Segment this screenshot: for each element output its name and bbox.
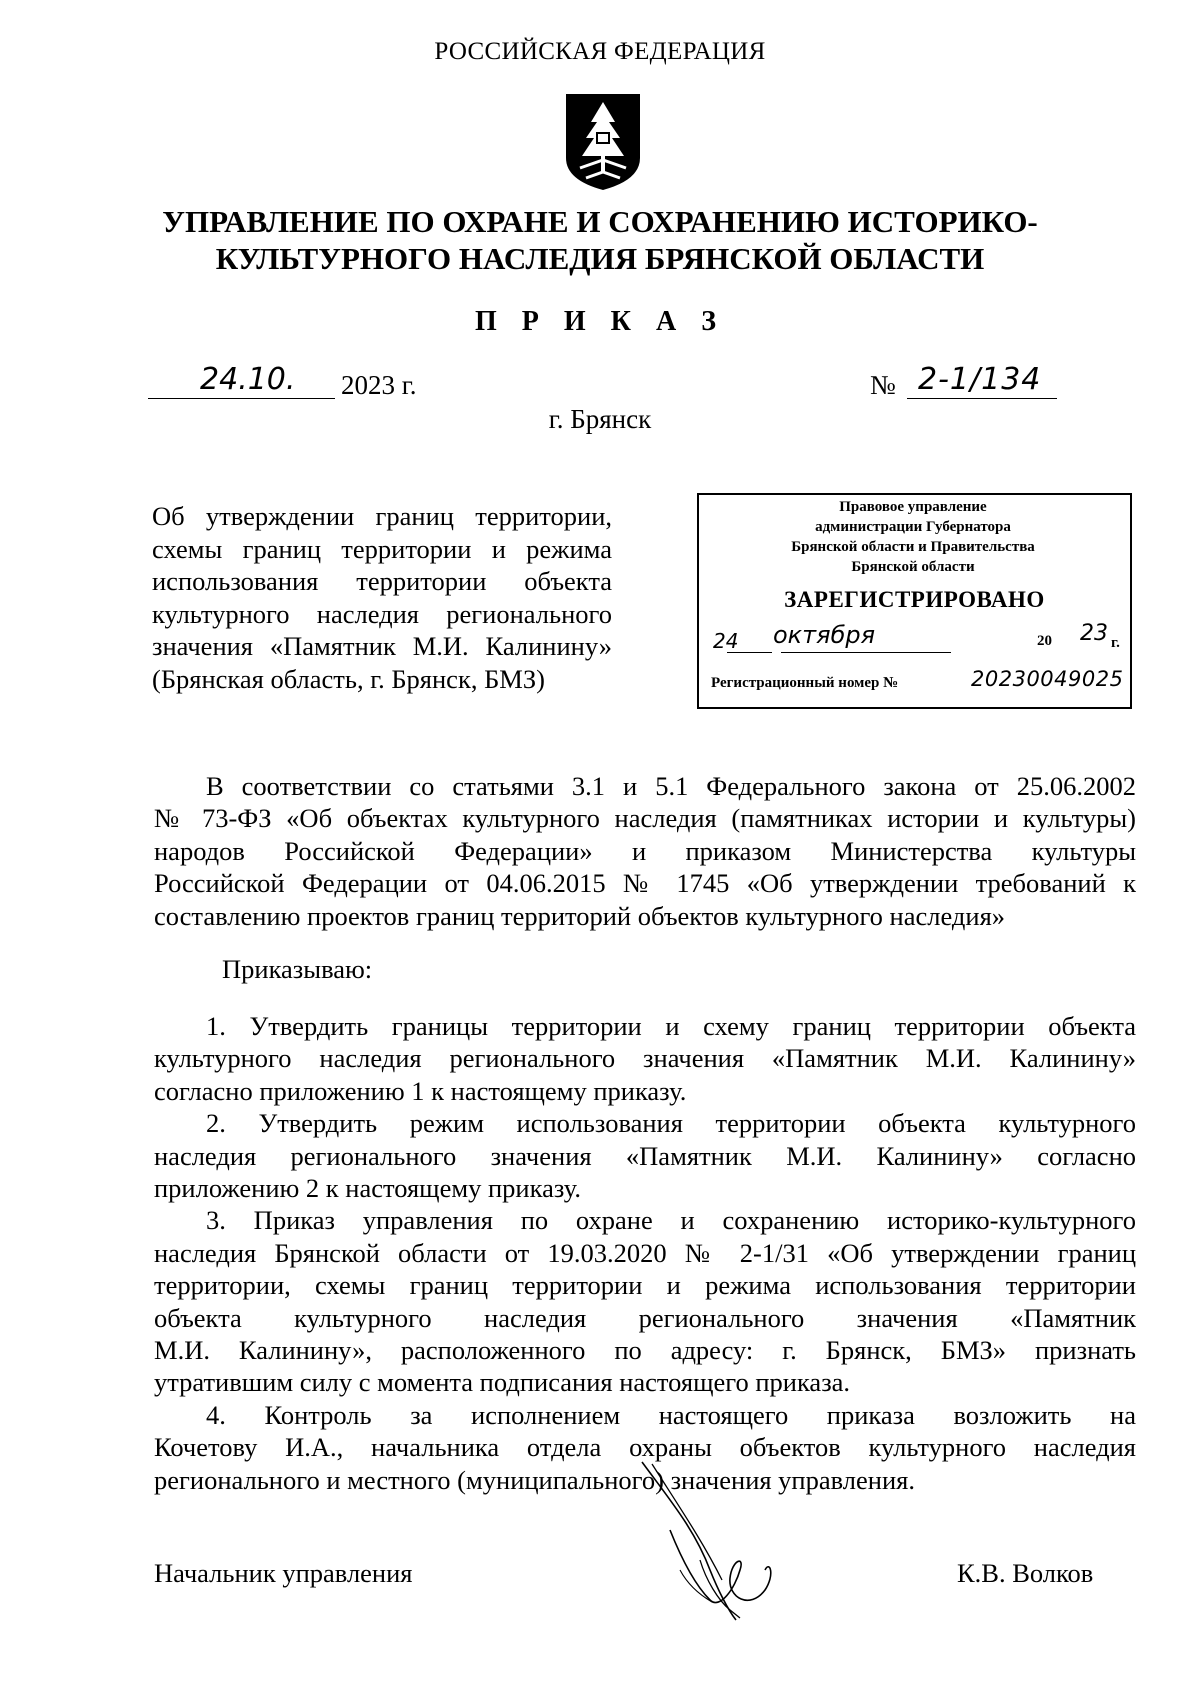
country-name: РОССИЙСКАЯ ФЕДЕРАЦИЯ (434, 38, 766, 65)
stamp-reg-number-label: Регистрационный номер № (711, 675, 899, 691)
stamp-year-suffix: г. (1111, 635, 1120, 651)
date-handwritten: 24.10. (200, 362, 296, 397)
stamp-day-handwritten: 24 (713, 629, 739, 653)
date-underline (148, 398, 335, 399)
item-line: наследия регионального значения «Памятник М.И. Калинину» согласно (154, 1140, 1136, 1171)
organization-title-line-2: КУЛЬТУРНОГО НАСЛЕДИЯ БРЯНСКОЙ ОБЛАСТИ (215, 241, 985, 276)
subject-line: значения «Памятник М.И. Калинину» (152, 631, 612, 661)
date-year: 2023 г. (341, 370, 417, 400)
stamp-month-handwritten: октября (773, 621, 876, 649)
stamp-reg-number-handwritten: 20230049025 (971, 667, 1124, 691)
preamble-line: № 73-ФЗ «Об объектах культурного наследия (памятниках истории и культуры) (154, 803, 1136, 834)
preamble-line: составлению проектов границ территорий объектов культурного наследия» (154, 900, 1006, 931)
item-line: согласно приложению 1 к настоящему приказу. (154, 1075, 687, 1106)
stamp-year-prefix: 20 (1037, 633, 1052, 649)
item-line: 1. Утвердить границы территории и схему границ территории объекта (206, 1011, 1136, 1041)
handwritten-signature-icon (640, 1460, 815, 1625)
item-line: М.И. Калинину», расположенного по адресу: г. Брянск, БМЗ» признать (154, 1335, 1136, 1366)
order-items (154, 1010, 1136, 1496)
subject-line: (Брянская область, г. Брянск, БМЗ) (152, 663, 545, 694)
item-line: утратившим силу с момента подписания настоящего приказа. (154, 1367, 851, 1398)
item-line: 2. Утвердить режим использования территории объекта культурного (206, 1108, 1136, 1139)
organization-title-line-1: УПРАВЛЕНИЕ ПО ОХРАНЕ И СОХРАНЕНИЮ ИСТОРИКО- (162, 204, 1038, 239)
stamp-line: администрации Губернатора (815, 519, 1011, 535)
stamp-line: Брянской области и Правительства (791, 539, 1035, 555)
stamp-line: Брянской области (851, 559, 975, 575)
stamp-year-handwritten: 23 (1080, 621, 1108, 646)
order-word: Приказываю: (222, 954, 373, 984)
coat-of-arms-icon (560, 88, 646, 192)
item-line: регионального и местного (муниципального) значения управления. (154, 1464, 915, 1495)
number-underline (907, 398, 1057, 399)
item-line: объекта культурного наследия регионального значения «Памятник (154, 1302, 1136, 1333)
subject-line: Об утверждении границ территории, (152, 501, 612, 531)
item-line: территории, схемы границ территории и режима использования территории (154, 1270, 1136, 1301)
stamp-authority (713, 497, 1113, 577)
registration-stamp (697, 493, 1132, 709)
item-line: 3. Приказ управления по охране и сохранению историко-культурного (206, 1205, 1136, 1236)
subject-line: использования территории объекта (152, 566, 612, 596)
subject-line: схемы границ территории и режима (152, 533, 612, 564)
city: г. Брянск (548, 404, 652, 434)
stamp-month-underline (781, 652, 951, 653)
preamble (154, 770, 1136, 932)
item-line: культурного наследия регионального значения «Памятник М.И. Калинину» (154, 1043, 1136, 1074)
document-type: П Р И К А З (475, 306, 725, 337)
item-line: 4. Контроль за исполнением настоящего приказа возложить на (206, 1399, 1136, 1430)
signatory-name: К.В. Волков (957, 1558, 1094, 1588)
order-subject (152, 500, 612, 695)
item-line: приложению 2 к настоящему приказу. (154, 1173, 581, 1204)
number-sign: № (870, 370, 896, 400)
subject-line: культурного наследия регионального (152, 598, 612, 629)
item-line: Кочетову И.А., начальника отдела охраны объектов культурного наследия (154, 1432, 1136, 1463)
order-number-handwritten: 2-1/134 (918, 362, 1042, 397)
preamble-line: народов Российской Федерации» и приказом Министерства культуры (154, 835, 1136, 866)
preamble-line: Российской Федерации от 04.06.2015 № 1745 «Об утверждении требований к (154, 868, 1136, 899)
stamp-registered: ЗАРЕГИСТРИРОВАНО (784, 587, 1045, 612)
stamp-line: Правовое управление (839, 499, 987, 515)
organization-title (0, 203, 1200, 277)
stamp-day-underline (727, 652, 772, 653)
item-line: наследия Брянской области от 19.03.2020 № 2-1/31 «Об утверждении границ (154, 1237, 1136, 1268)
preamble-line: В соответствии со статьями 3.1 и 5.1 Федерального закона от 25.06.2002 (206, 771, 1136, 801)
signatory-position: Начальник управления (154, 1558, 413, 1588)
